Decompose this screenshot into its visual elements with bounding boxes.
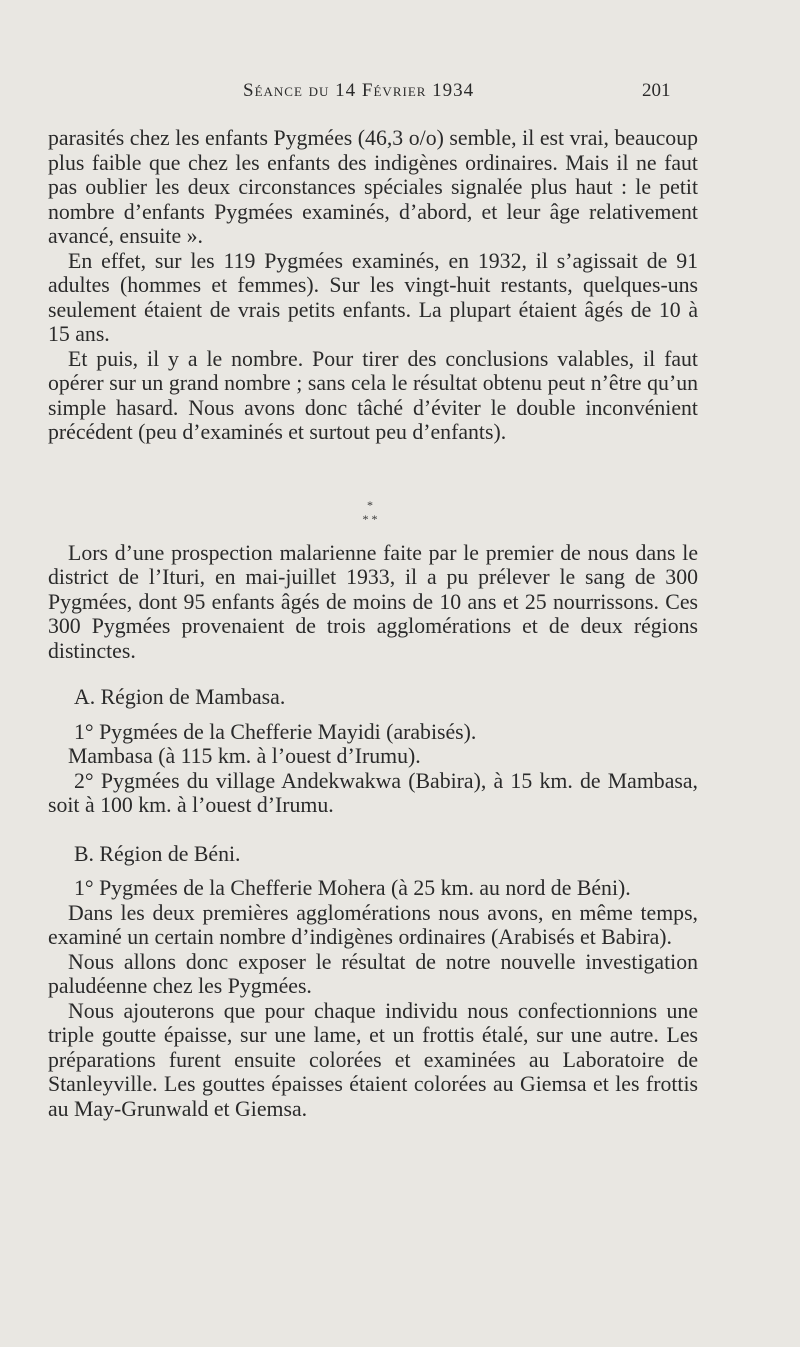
list-item: 1° Pygmées de la Chefferie Mohera (à 25 km. au nord de Béni). [74,876,631,900]
page-number: 201 [642,80,671,101]
page-header [0,80,800,110]
section-heading-a: A. Région de Mambasa. [74,685,286,709]
paragraph: En effet, sur les 119 Pygmées examinés, en 1932, il s’agissait de 91 adultes (hommes et femmes). Sur les vingt-huit restants, quelques-uns seulement étaient de vrais petits enfants. La plupart étaient âgés de 10 à 15 ans. [48,248,698,346]
paragraph: Lors d’une prospection malarienne faite par le premier de nous dans le district de l’Ituri, en mai-juillet 1933, il a pu prélever le sang de 300 Pygmées, dont 95 enfants âgés de moins de 10 ans et 25 nourrissons. Ces 300 Pygmées provenaient de trois agglomérations et de deux régions distinctes. [48,540,698,663]
paragraph: parasités chez les enfants Pygmées (46,3 o/o) semble, il est vrai, beaucoup plus faible que chez les enfants des indigènes ordinaires. Mais il ne faut pas oublier les deux circonstances spéciales signalée plus haut : le petit nombre d’enfants Pygmées examinés, d’abord, et leur âge relativement avancé, ensuite ». [48,126,698,248]
body-text [48,126,698,1121]
running-head: Séance du 14 Février 1934 [243,80,475,101]
section-heading-b: B. Région de Béni. [74,841,241,866]
paragraph: Nous ajouterons que pour chaque individu nous confectionnions une triple goutte épaisse, sur une lame, et un frottis étalé, sur une autre. Les préparations furent ensuite colorées et examinées au Laboratoire de Stanleyville. Les gouttes épaisses étaient colorées au Giemsa et les frottis au May-Grunwald et Giemsa. [48,998,698,1121]
paragraph: Et puis, il y a le nombre. Pour tirer des conclusions valables, il faut opérer sur un grand nombre ; sans cela le résultat obtenu peut n’être qu’un simple hasard. Nous avons donc tâché d’éviter le double inconvénient précédent (peu d’examinés et surtout peu d’enfants). [48,346,698,444]
section-separator [345,498,395,534]
separator-stars: * * * [362,498,378,526]
list-item: Mambasa (à 115 km. à l’ouest d’Irumu). [68,744,421,768]
list-item: 1° Pygmées de la Chefferie Mayidi (arabisés). [74,719,477,744]
paragraph: Nous allons donc exposer le résultat de notre nouvelle investigation paludéenne chez les Pygmées. [48,949,698,998]
paragraph: Dans les deux premières agglomérations nous avons, en même temps, examiné un certain nombre d’indigènes ordinaires (Arabisés et Babira). [48,900,698,949]
list-item: 2° Pygmées du village Andekwakwa (Babira), à 15 km. de Mambasa, soit à 100 km. à l’ouest d’Irumu. [48,768,698,817]
